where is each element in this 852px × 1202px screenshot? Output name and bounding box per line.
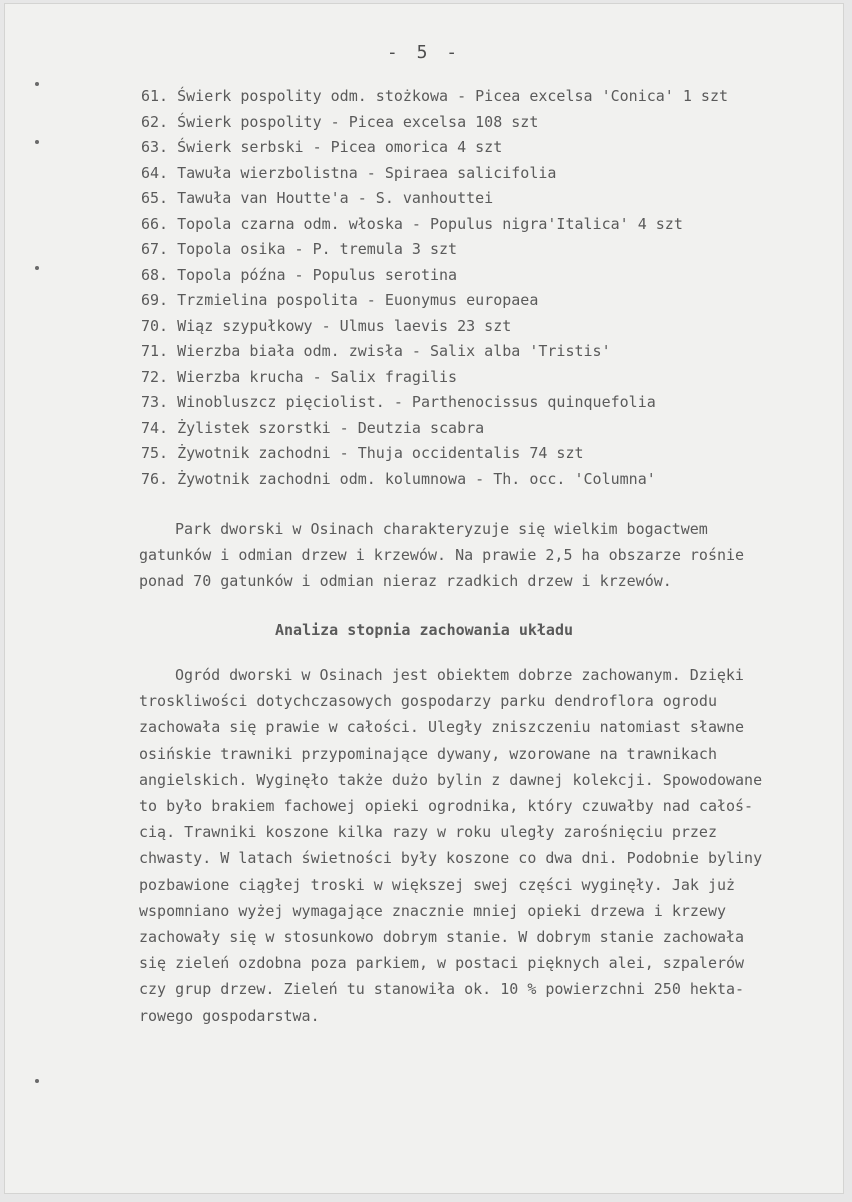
paragraph-line: troskliwości dotychczasowych gospodarzy parku dendroflora ogrodu [139, 692, 717, 711]
list-item: 66. Topola czarna odm. włoska - Populus nigra'Italica' 4 szt [141, 214, 683, 233]
punch-hole-mark [35, 140, 39, 144]
paragraph-line: cią. Trawniki koszone kilka razy w roku uległy zarośnięciu przez [139, 823, 717, 842]
list-item: 63. Świerk serbski - Picea omorica 4 szt [141, 138, 503, 156]
paragraph-line: się zieleń ozdobna poza parkiem, w postaci pięknych alei, szpalerów [139, 954, 745, 973]
punch-hole-mark [35, 266, 39, 270]
list-item: 69. Trzmielina pospolita - Euonymus europaea [141, 291, 539, 309]
list-item: 65. Tawuła van Houtte'a - S. vanhouttei [141, 189, 494, 207]
analysis-paragraph [139, 662, 845, 1029]
list-item: 67. Topola osika - P. tremula 3 szt [141, 240, 458, 258]
list-item: 64. Tawuła wierzbolistna - Spiraea salicifolia [141, 163, 557, 182]
paragraph-line: chwasty. W latach świetności były koszone co dwa dni. Podobnie byliny [139, 849, 763, 868]
paragraph-line: zachowały się w stosunkowo dobrym stanie. W dobrym stanie zachowała [139, 928, 745, 947]
paragraph-line: ponad 70 gatunków i odmian nieraz rzadkich drzew i krzewów. [139, 572, 672, 590]
list-item: 71. Wierzba biała odm. zwisła - Salix alba 'Tristis' [141, 342, 611, 360]
page-number: - 5 - [386, 42, 462, 63]
section-heading: Analiza stopnia zachowania układu [274, 621, 573, 639]
list-item: 74. Żylistek szorstki - Deutzia scabra [141, 418, 485, 437]
summary-paragraph [139, 516, 829, 594]
list-item: 75. Żywotnik zachodni - Thuja occidentalis 74 szt [141, 444, 584, 462]
species-list [141, 84, 823, 492]
list-item: 76. Żywotnik zachodni odm. kolumnowa - Th. occ. 'Columna' [141, 469, 656, 488]
list-item: 62. Świerk pospolity - Picea excelsa 108 szt [141, 112, 539, 131]
list-item: 70. Wiąz szypułkowy - Ulmus laevis 23 szt [141, 316, 512, 335]
list-item: 68. Topola późna - Populus serotina [141, 265, 458, 284]
list-item: 72. Wierzba krucha - Salix fragilis [141, 367, 458, 386]
punch-hole-mark [35, 1079, 39, 1083]
punch-hole-mark [35, 82, 39, 86]
paragraph-line: osińskie trawniki przypominające dywany, wzorowane na trawnikach [139, 744, 717, 763]
paragraph-line: Park dworski w Osinach charakteryzuje się wielkim bogactwem [175, 520, 708, 538]
paragraph-line: gatunków i odmian drzew i krzewów. Na prawie 2,5 ha obszarze rośnie [139, 546, 745, 564]
list-item: 73. Winobluszcz pięciolist. - Parthenocissus quinquefolia [141, 393, 656, 411]
paragraph-line: czy grup drzew. Zieleń tu stanowiła ok. 10 % powierzchni 250 hekta- [139, 980, 745, 999]
paragraph-line: zachowała się prawie w całości. Uległy zniszczeniu natomiast sławne [139, 718, 745, 737]
paragraph-line: pozbawione ciągłej troski w większej swej części wyginęły. Jak już [139, 875, 736, 894]
paragraph-line: angielskich. Wyginęło także dużo bylin z dawnej kolekcji. Spowodowane [139, 770, 763, 789]
paragraph-line: to było brakiem fachowej opieki ogrodnika, który czuwałby nad całoś- [139, 797, 754, 816]
paragraph-line: Ogród dworski w Osinach jest obiektem dobrze zachowanym. Dzięki [175, 666, 744, 684]
paragraph-line: rowego gospodarstwa. [139, 1006, 320, 1025]
document-page [4, 3, 844, 1194]
paragraph-line: wspomniano wyżej wymagające znacznie mniej opieki drzewa i krzewy [139, 901, 726, 920]
list-item: 61. Świerk pospolity odm. stożkowa - Picea excelsa 'Conica' 1 szt [141, 87, 728, 105]
